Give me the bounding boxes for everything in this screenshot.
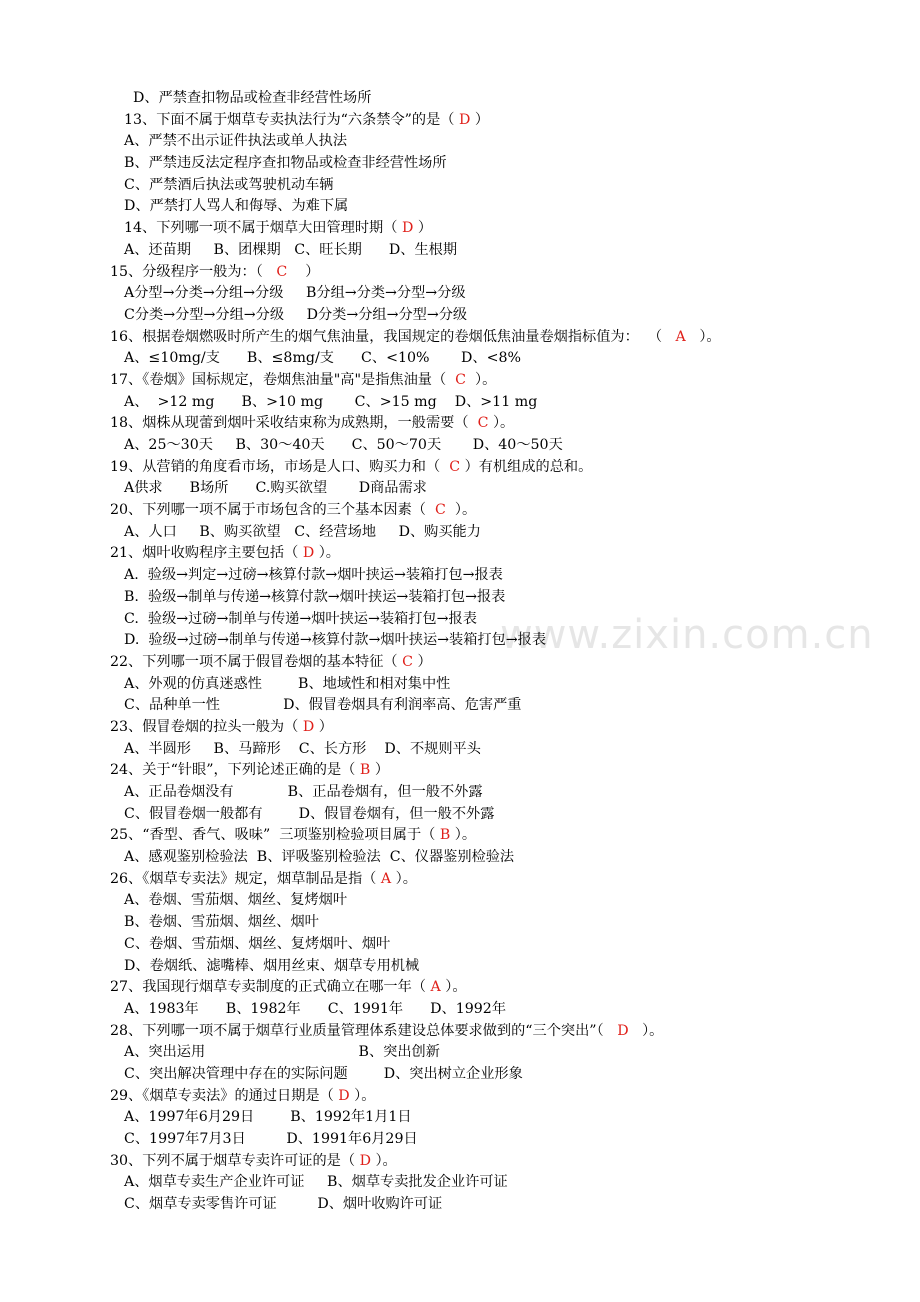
line-text: A、正品卷烟没有 B、正品卷烟有，但一般不外露 bbox=[124, 784, 483, 800]
line-text: 22、下列哪一项不属于假冒卷烟的基本特征（ bbox=[110, 653, 403, 670]
text-line bbox=[0, 934, 920, 956]
line-text: C、卷烟、雪茄烟、烟丝、复烤烟叶、烟叶 bbox=[124, 935, 391, 952]
text-line bbox=[0, 782, 920, 804]
line-text: ）。 bbox=[488, 415, 515, 432]
text-line bbox=[0, 1172, 920, 1194]
text-line bbox=[0, 804, 920, 826]
line-text: A、烟草专卖生产企业许可证 B、烟草专卖批发企业许可证 bbox=[124, 1174, 508, 1191]
line-text: 24、关于“针眼”，下列论述正确的是（ bbox=[110, 762, 360, 779]
line-text: A、1997年6月29日 B、1992年1月1日 bbox=[124, 1109, 412, 1126]
answer-letter: D bbox=[302, 545, 315, 562]
line-text: 20、下列哪一项不属于市场包含的三个基本因素（ bbox=[110, 502, 436, 519]
text-line bbox=[0, 912, 920, 934]
line-text: ） bbox=[370, 762, 390, 779]
answer-letter: D bbox=[617, 1022, 629, 1039]
line-text: ）。 bbox=[466, 371, 497, 388]
line-text: 14、下列哪一项不属于烟草大田管理时期（ bbox=[124, 220, 402, 237]
line-text: ）。 bbox=[314, 545, 340, 562]
line-text: 16、根据卷烟燃吸时所产生的烟气焦油量，我国规定的卷烟低焦油量卷烟指标值为： （ bbox=[110, 328, 676, 345]
line-text: 21、烟叶收购程序主要包括（ bbox=[110, 545, 303, 562]
line-text: ）。 bbox=[445, 502, 477, 519]
line-text: D、卷烟纸、滤嘴棒、烟用丝束、烟草专用机械 bbox=[124, 957, 420, 974]
text-line bbox=[0, 153, 920, 175]
line-text: A、≤10mg/支 B、≤8mg/支 C、<10% D、<8% bbox=[124, 350, 522, 367]
answer-letter: D bbox=[459, 111, 471, 128]
line-text: ）。 bbox=[685, 328, 721, 345]
answer-letter: C bbox=[449, 458, 461, 475]
line-text: ）。 bbox=[440, 979, 467, 996]
line-text: 30、下列不属于烟草专卖许可证的是（ bbox=[110, 1152, 360, 1169]
text-line bbox=[0, 131, 920, 153]
line-text: C、品种单一性 D、假冒卷烟具有利润率高、危害严重 bbox=[124, 697, 522, 714]
text-line bbox=[0, 630, 920, 652]
text-line bbox=[0, 565, 920, 587]
line-text: A、 >12 mg B、>10 mg C、>15 mg D、>11 mg bbox=[124, 393, 538, 410]
line-text: B. 验级→制单与传递→核算付款→烟叶挟运→装箱打包→报表 bbox=[124, 588, 506, 605]
line-text: ）。 bbox=[370, 1152, 397, 1169]
text-line bbox=[0, 305, 920, 327]
text-line bbox=[0, 110, 920, 132]
answer-letter: D bbox=[338, 1087, 350, 1104]
line-text: A、人口 B、购买欲望 C、经营场地 D、购买能力 bbox=[124, 523, 481, 540]
line-text: A、外观的仿真迷惑性 B、地域性和相对集中性 bbox=[124, 675, 451, 692]
answer-letter: C bbox=[276, 263, 288, 280]
line-text: 25、“香型、香气、吸味” 三项鉴别检验项目属于（ bbox=[110, 827, 440, 844]
line-text: A、25～30天 B、30～40天 C、50～70天 D、40～50天 bbox=[124, 437, 563, 453]
answer-letter: A bbox=[430, 979, 441, 996]
line-text: ）。 bbox=[349, 1087, 376, 1104]
answer-letter: A bbox=[380, 870, 392, 887]
line-text: ）。 bbox=[628, 1022, 664, 1039]
line-text: ） bbox=[287, 263, 320, 280]
text-line bbox=[0, 522, 920, 544]
text-line bbox=[0, 283, 920, 305]
line-text: A、还苗期 B、团棵期 C、旺长期 D、生根期 bbox=[124, 241, 458, 258]
text-line bbox=[0, 890, 920, 912]
text-line bbox=[0, 1194, 920, 1216]
line-text: 13、下面不属于烟草专卖执法行为“六条禁令”的是（ bbox=[124, 111, 460, 128]
answer-letter: B bbox=[439, 827, 451, 844]
answer-letter: C bbox=[402, 653, 413, 670]
text-line bbox=[0, 196, 920, 218]
line-text: A、突出运用 B、突出创新 bbox=[124, 1044, 440, 1061]
text-line bbox=[0, 392, 920, 414]
text-line bbox=[0, 674, 920, 696]
text-line bbox=[0, 478, 920, 500]
answer-letter: C bbox=[435, 502, 446, 519]
line-text: 26、《烟草专卖法》规定，烟草制品是指（ bbox=[110, 870, 381, 887]
text-line bbox=[0, 218, 920, 240]
line-text: 19、从营销的角度看市场，市场是人口、购买力和（ bbox=[110, 458, 450, 475]
watermark: www.zixin.com.cn bbox=[500, 612, 874, 658]
text-line bbox=[0, 413, 920, 435]
line-text: C分类→分型→分组→分级 D分类→分组→分型→分级 bbox=[124, 306, 468, 323]
text-line bbox=[0, 88, 920, 110]
text-line bbox=[0, 999, 920, 1021]
text-line bbox=[0, 543, 920, 565]
text-line bbox=[0, 1086, 920, 1108]
answer-letter: C bbox=[455, 371, 467, 388]
line-text: A分型→分类→分组→分级 B分组→分类→分型→分级 bbox=[124, 285, 466, 302]
line-text: 18、烟株从现蕾到烟叶采收结束称为成熟期，一般需要（ bbox=[110, 415, 478, 432]
line-text: A、半圆形 B、马蹄形 C、长方形 D、不规则平头 bbox=[124, 740, 481, 757]
text-line bbox=[0, 262, 920, 284]
answer-letter: D bbox=[401, 220, 414, 237]
answer-letter: B bbox=[359, 762, 371, 779]
line-text: A、感观鉴别检验法 B、评吸鉴别检验法 C、仪器鉴别检验法 bbox=[124, 849, 515, 866]
text-line bbox=[0, 1151, 920, 1173]
text-line bbox=[0, 175, 920, 197]
line-text: 15、分级程序一般为：（ bbox=[110, 263, 277, 280]
line-text: 17、《卷烟》国标规定，卷烟焦油量"高"是指焦油量（ bbox=[110, 371, 456, 388]
text-line bbox=[0, 760, 920, 782]
document-page bbox=[0, 88, 920, 1216]
answer-letter: D bbox=[302, 718, 315, 735]
line-text: ） bbox=[413, 653, 432, 670]
text-line bbox=[0, 652, 920, 674]
line-text: B、严禁违反法定程序查扣物品或检查非经营性场所 bbox=[124, 155, 447, 172]
text-line bbox=[0, 1107, 920, 1129]
text-line bbox=[0, 825, 920, 847]
text-line bbox=[0, 457, 920, 479]
line-text: ）有机组成的总和。 bbox=[460, 458, 593, 475]
answer-letter: C bbox=[477, 415, 489, 432]
text-line bbox=[0, 587, 920, 609]
line-text: ） bbox=[413, 220, 433, 237]
text-line bbox=[0, 847, 920, 869]
text-line bbox=[0, 977, 920, 999]
text-line bbox=[0, 1129, 920, 1151]
text-line bbox=[0, 348, 920, 370]
text-line bbox=[0, 717, 920, 739]
answer-letter: A bbox=[675, 328, 686, 345]
line-text: C、1997年7月3日 D、1991年6月29日 bbox=[124, 1131, 418, 1147]
answer-letter: D bbox=[359, 1152, 371, 1169]
text-line bbox=[0, 1021, 920, 1043]
line-text: ）。 bbox=[450, 827, 477, 844]
text-line bbox=[0, 695, 920, 717]
text-line bbox=[0, 500, 920, 522]
text-line bbox=[0, 1064, 920, 1086]
line-text: A、1983年 B、1982年 C、1991年 D、1992年 bbox=[124, 1000, 507, 1017]
line-text: D、严禁打人骂人和侮辱、为难下属 bbox=[124, 198, 349, 215]
text-line bbox=[0, 739, 920, 761]
line-text: B、卷烟、雪茄烟、烟丝、烟叶 bbox=[124, 914, 319, 931]
line-text: A. 验级→判定→过磅→核算付款→烟叶挟运→装箱打包→报表 bbox=[124, 567, 503, 584]
text-line bbox=[0, 327, 920, 349]
text-line bbox=[0, 956, 920, 978]
line-text: 28、下列哪一项不属于烟草行业质量管理体系建设总体要求做到的“三个突出”（ bbox=[110, 1022, 618, 1039]
line-text: D、严禁查扣物品或检查非经营性场所 bbox=[133, 90, 372, 106]
line-text: C、假冒卷烟一般都有 D、假冒卷烟有，但一般不外露 bbox=[124, 805, 495, 822]
line-text: 29、《烟草专卖法》的通过日期是（ bbox=[110, 1087, 339, 1104]
line-text: D. 验级→过磅→制单与传递→核算付款→烟叶挟运→装箱打包→报表 bbox=[124, 632, 547, 649]
line-text: A、卷烟、雪茄烟、烟丝、复烤烟叶 bbox=[124, 892, 348, 909]
text-line bbox=[0, 869, 920, 891]
line-text: C、严禁酒后执法或驾驶机动车辆 bbox=[124, 176, 334, 193]
line-text: C. 验级→过磅→制单与传递→烟叶挟运→装箱打包→报表 bbox=[124, 610, 477, 627]
line-text: ） bbox=[314, 718, 333, 735]
line-text: 23、假冒卷烟的拉头一般为（ bbox=[110, 718, 303, 735]
text-line bbox=[0, 435, 920, 457]
text-line bbox=[0, 609, 920, 631]
line-text: ）。 bbox=[391, 870, 417, 887]
line-text: ） bbox=[470, 111, 490, 128]
line-text: C、突出解决管理中存在的实际问题 D、突出树立企业形象 bbox=[124, 1065, 523, 1082]
line-text: 27、我国现行烟草专卖制度的正式确立在哪一年（ bbox=[110, 979, 431, 996]
line-text: C、烟草专卖零售许可证 D、烟叶收购许可证 bbox=[124, 1196, 443, 1213]
text-line bbox=[0, 1042, 920, 1064]
text-line bbox=[0, 240, 920, 262]
line-text: A、严禁不出示证件执法或单人执法 bbox=[124, 133, 348, 150]
line-text: A供求 B场所 C.购买欲望 D商品需求 bbox=[124, 480, 427, 497]
text-line bbox=[0, 370, 920, 392]
